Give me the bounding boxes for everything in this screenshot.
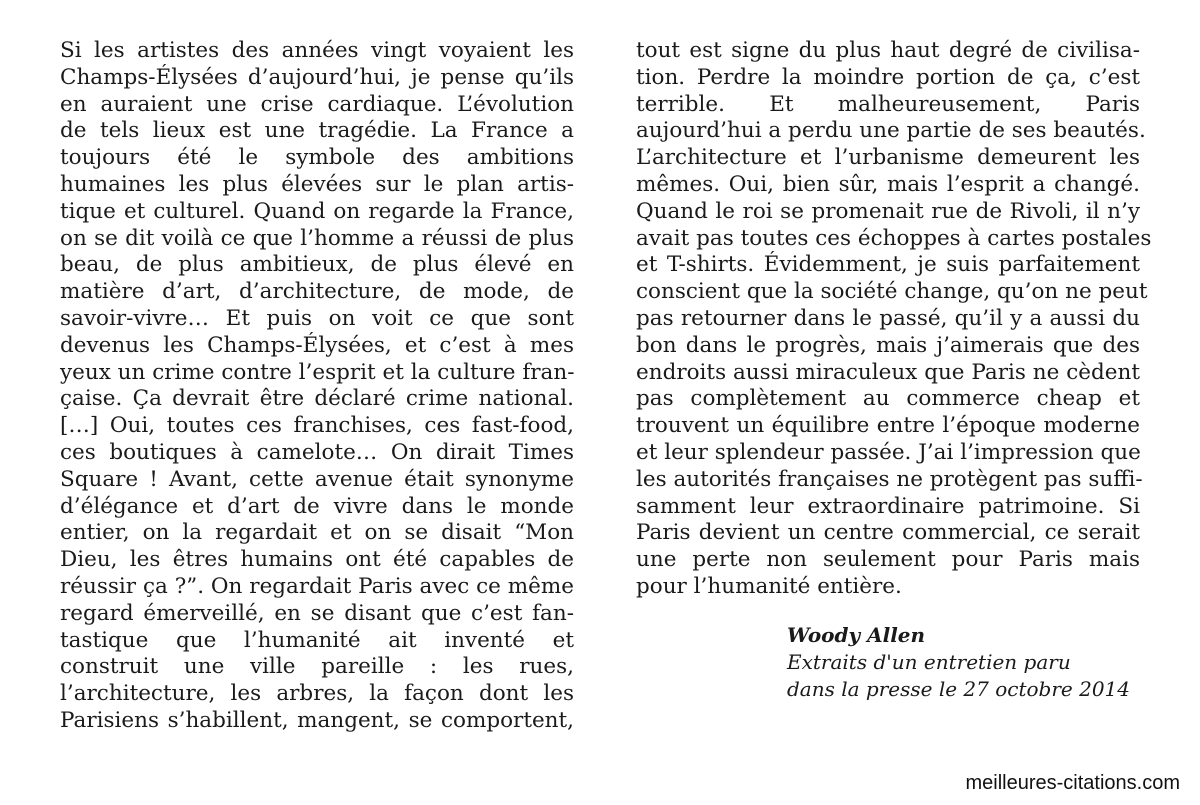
quote-line: et leur splendeur passée. J’ai l’impression que	[636, 439, 1141, 465]
author-name: Woody Allen	[787, 623, 926, 647]
quote-line: aujourd’hui a perdu une partie de ses beautés.	[636, 118, 1146, 144]
quote-line: Parisiens s’habillent, mangent, se comportent,	[60, 707, 574, 733]
quote-line: Quand le roi se promenait rue de Rivoli, il n’y	[636, 198, 1140, 224]
quote-line: çaise. Ça devrait être déclaré crime national.	[60, 386, 574, 412]
quote-line: trouvent un équilibre entre l’époque moderne	[636, 413, 1140, 439]
quote-line: construit une ville pareille : les rues,	[60, 654, 574, 680]
quote-line: tout est signe du plus haut degré de civilisa-	[636, 38, 1140, 63]
quote-line: matière d’art, d’architecture, de mode, de	[60, 279, 574, 305]
quote-column-left	[60, 38, 574, 735]
quote-line: pas retourner dans le passé, qu’il y a aussi du	[636, 305, 1140, 331]
quote-line: […] Oui, toutes ces franchises, ces fast-food,	[60, 413, 574, 439]
quote-line: d’élégance et d’art de vivre dans le monde	[60, 493, 574, 519]
site-watermark: meilleures-citations.com	[965, 772, 1180, 794]
quote-line: humaines les plus élevées sur le plan artis-	[60, 171, 574, 197]
quote-line: une perte non seulement pour Paris mais	[636, 547, 1140, 573]
quote-line: de tels lieux est une tragédie. La France a	[60, 118, 574, 144]
quote-line: toujours été le symbole des ambitions	[60, 145, 574, 171]
quote-line: et T-shirts. Évidemment, je suis parfaitement	[636, 252, 1140, 278]
attribution-block	[787, 622, 1130, 703]
quote-line: devenus les Champs-Élysées, et c’est à mes	[60, 332, 574, 358]
source-line-2: dans la presse le 27 octobre 2014	[787, 677, 1130, 701]
quote-column-right	[636, 38, 1152, 601]
quote-line: conscient que la société change, qu’on ne peut	[636, 279, 1148, 305]
quote-line: réussir ça ?”. On regardait Paris avec ce même	[60, 573, 574, 599]
quote-line: Dieu, les êtres humains ont été capables de	[60, 547, 574, 573]
quote-line: beau, de plus ambitieux, de plus élevé en	[60, 252, 574, 278]
quote-line: Paris devient un centre commercial, ce serait	[636, 520, 1140, 546]
quote-line: bon dans le progrès, mais j’aimerais que des	[636, 332, 1140, 358]
quote-line: entier, on la regardait et on se disait “Mon	[60, 520, 574, 546]
quote-line: mêmes. Oui, bien sûr, mais l’esprit a changé.	[636, 171, 1140, 197]
quote-line: l’architecture, les arbres, la façon dont les	[60, 681, 574, 707]
quote-line: Champs-Élysées d’aujourd’hui, je pense qu’ils	[60, 64, 574, 90]
quote-line: yeux un crime contre l’esprit et la culture fran-	[60, 359, 575, 385]
quote-line: ces boutiques à camelote… On dirait Times	[60, 439, 574, 465]
quote-line: les autorités françaises ne protègent pas suffi-	[636, 466, 1143, 492]
quote-line: on se dit voilà ce que l’homme a réussi de plus	[60, 225, 574, 251]
quote-line-last: pour l’humanité entière.	[636, 573, 902, 599]
quote-line: avait pas toutes ces échoppes à cartes postales	[636, 225, 1152, 251]
quote-line: savoir-vivre… Et puis on voit ce que sont	[60, 305, 574, 331]
quote-line: L’architecture et l’urbanisme demeurent les	[636, 145, 1140, 171]
quote-line: tion. Perdre la moindre portion de ça, c’est	[636, 64, 1140, 90]
quote-line: tastique que l’humanité ait inventé et	[60, 627, 574, 653]
quote-line: regard émerveillé, en se disant que c’est fan-	[60, 600, 574, 626]
source-line-1: Extraits d'un entretien paru	[787, 650, 1071, 674]
quote-line: en auraient une crise cardiaque. L’évolution	[60, 91, 574, 117]
quote-line: samment leur extraordinaire patrimoine. Si	[636, 493, 1140, 519]
quote-line: tique et culturel. Quand on regarde la France,	[60, 198, 574, 224]
quote-line: Square ! Avant, cette avenue était synonyme	[60, 466, 574, 492]
quote-line: Si les artistes des années vingt voyaient les	[60, 38, 574, 63]
quote-line: terrible. Et malheureusement, Paris	[636, 91, 1140, 117]
quote-line: pas complètement au commerce cheap et	[636, 386, 1140, 412]
quote-line: endroits aussi miraculeux que Paris ne cèdent	[636, 359, 1140, 385]
